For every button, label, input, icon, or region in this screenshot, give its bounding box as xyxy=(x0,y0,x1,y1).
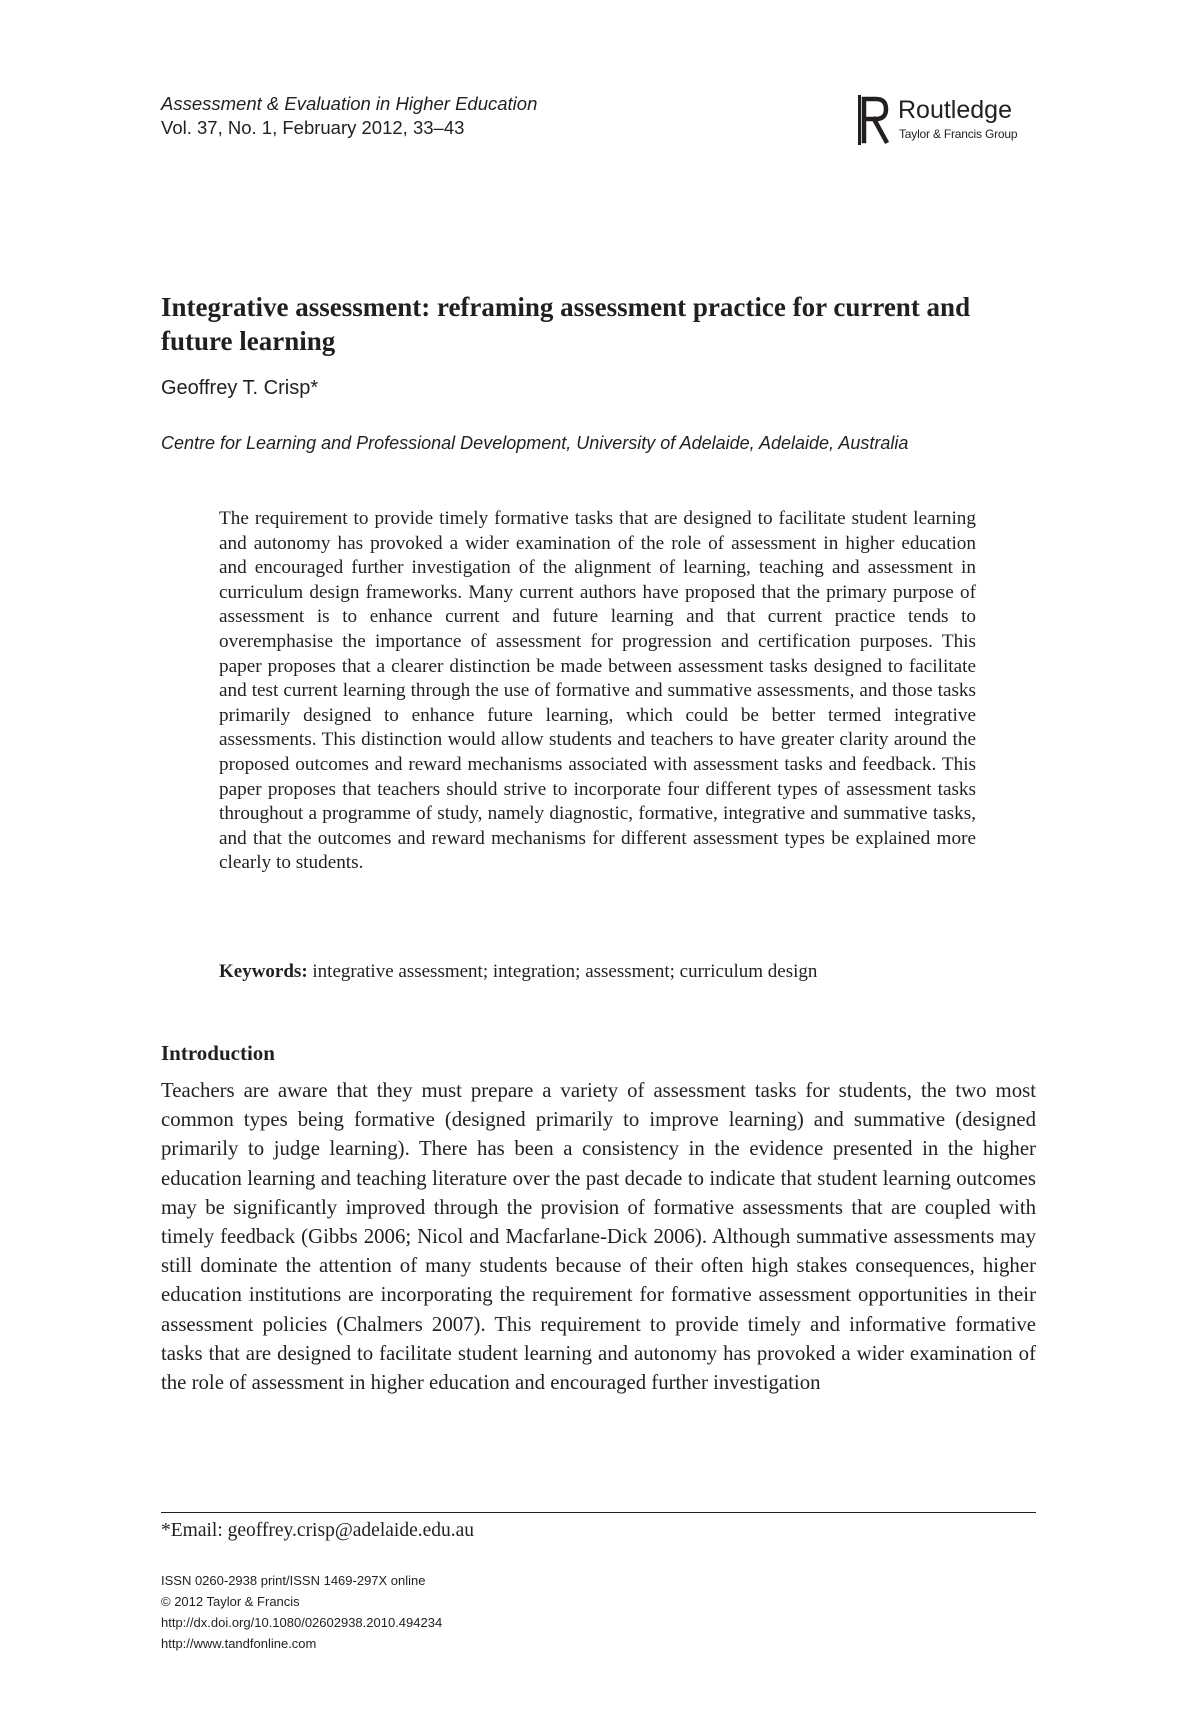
article-title: Integrative assessment: reframing assessment practice for current and future learning xyxy=(161,292,971,356)
section-heading-introduction: Introduction xyxy=(161,1041,275,1065)
journal-header xyxy=(161,92,537,140)
routledge-r-icon xyxy=(858,95,892,145)
website-link[interactable]: http://www.tandfonline.com xyxy=(161,1636,317,1651)
introduction-paragraph: Teachers are aware that they must prepare a variety of assessment tasks for students, the two most common types being formative (designed primarily to improve learning) and summative (designed primarily to judge learning). There has been a consistency in the evidence presented in the higher education learning and teaching literature over the past decade to indicate that student learning outcomes may be significantly improved through the provision of formative assessments that are coupled with timely feedback (Gibbs 2006; Nicol and Macfarlane-Dick 2006). Although summative assessments may still dominate the attention of many students because of their often high stakes consequences, higher education institutions are incorporating the requirement for formative assessment opportunities in their assessment policies (Chalmers 2007). This requirement to provide timely and informative formative tasks that are designed to facilitate student learning and autonomy has provoked a wider examination of the role of assessment in higher education and encouraged further investigation xyxy=(161,1079,1036,1395)
abstract: The requirement to provide timely formative tasks that are designed to facilitate student learning and autonomy has provoked a wider examination of the role of assessment in higher education and encouraged further investigation of the alignment of learning, teaching and assessment in curriculum design frameworks. Many current authors have proposed that the primary purpose of assessment is to enhance current and future learning and that current practice tends to overemphasise the importance of assessment for progression and certification purposes. This paper proposes that a clearer distinction be made between assessment tasks designed to facilitate and test current learning through the use of formative and summative assessments, and those tasks primarily designed to enhance future learning, which could be better termed integrative assessments. This distinction would allow students and teachers to have greater clarity around the proposed outcomes and reward mechanisms associated with assessment tasks and feedback. This paper proposes that teachers should strive to incorporate four different types of assessment tasks throughout a programme of study, namely diagnostic, formative, integrative and summative tasks, and that the outcomes and reward mechanisms for different assessment types be explained more clearly to students. xyxy=(219,508,976,874)
colophon xyxy=(161,1570,442,1654)
issn-line: ISSN 0260-2938 print/ISSN 1469-297X online xyxy=(161,1573,426,1588)
footnote-email: *Email: geoffrey.crisp@adelaide.edu.au xyxy=(161,1520,475,1541)
routledge-logo xyxy=(858,95,1038,145)
keywords-label: Keywords: xyxy=(219,961,308,982)
footnote-divider xyxy=(161,1512,1036,1513)
author-name: Geoffrey T. Crisp* xyxy=(161,377,319,399)
journal-name: Assessment & Evaluation in Higher Education xyxy=(161,93,538,114)
keywords-list: integrative assessment; integration; assessment; curriculum design xyxy=(312,961,818,982)
issue-info: Vol. 37, No. 1, February 2012, 33–43 xyxy=(161,117,465,138)
copyright-line: © 2012 Taylor & Francis xyxy=(161,1594,300,1609)
publisher-name: Routledge xyxy=(898,96,1012,124)
doi-link[interactable]: http://dx.doi.org/10.1080/02602938.2010.494234 xyxy=(161,1615,443,1630)
keywords xyxy=(219,960,979,984)
publisher-group: Taylor & Francis Group xyxy=(899,127,1018,141)
author-affiliation: Centre for Learning and Professional Development, University of Adelaide, Adelaide, Australia xyxy=(161,433,909,453)
